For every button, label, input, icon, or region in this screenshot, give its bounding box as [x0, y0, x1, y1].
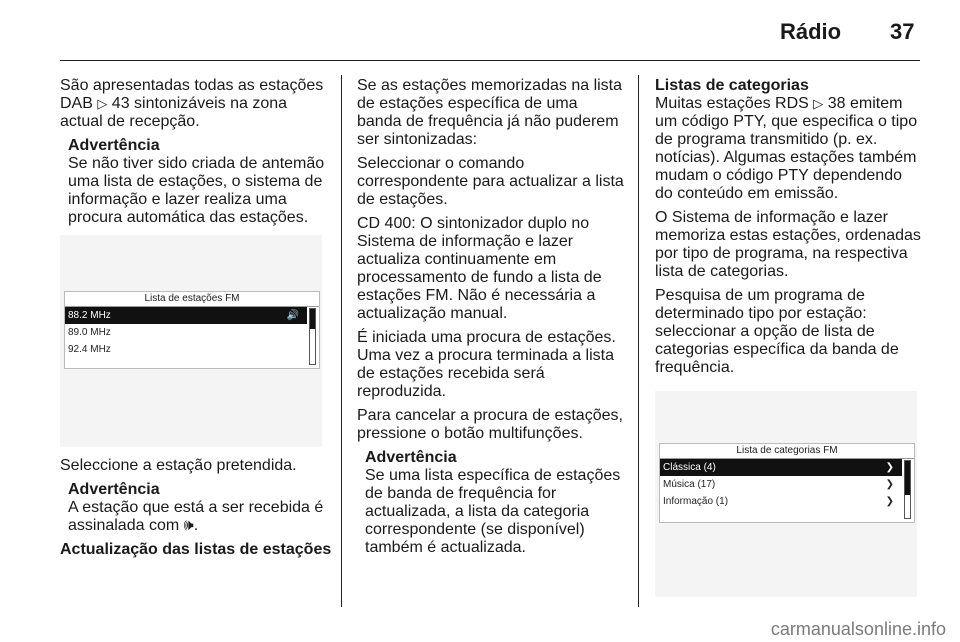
- scrollbar: [904, 460, 911, 519]
- paragraph: Seleccionar o comando correspondente para actualizar a lista de estações.: [357, 155, 624, 208]
- page-ref-link[interactable]: 38: [827, 95, 846, 112]
- note-title: Advertência: [68, 137, 160, 154]
- station-row-selected: 88.2 MHz 🔊: [65, 307, 307, 324]
- chevron-right-icon: ❯: [885, 496, 894, 507]
- arrow-ref-icon: ▷: [97, 96, 108, 111]
- column-divider-2: [638, 75, 639, 607]
- note-block: [60, 137, 335, 227]
- note-block: [357, 449, 632, 557]
- screenshot-fm-category-list: [655, 391, 917, 597]
- screen-title: Lista de categorias FM: [660, 444, 914, 459]
- scrollbar-thumb: [905, 461, 910, 495]
- paragraph: Pesquisa de um programa de determinado tipo por estação: seleccionar a opção de lista de categorias específica da banda de frequência.: [655, 287, 899, 376]
- paragraph: Para cancelar a procura de estações, pressione o botão multifunções.: [357, 407, 623, 442]
- column-3: [655, 77, 930, 607]
- speaker-icon: 🕪: [183, 517, 194, 534]
- station-row: 89.0 MHz: [68, 327, 111, 338]
- screen-title: Lista de estações FM: [65, 292, 319, 307]
- chevron-right-icon: ❯: [885, 479, 894, 490]
- note-block: [60, 481, 335, 535]
- screenshot-fm-station-list: [60, 235, 322, 447]
- section-heading: Actualização das listas de estações: [60, 541, 332, 558]
- header-rule: [60, 60, 920, 61]
- column-1: [60, 77, 335, 565]
- paragraph-heading-categories: [655, 77, 930, 95]
- chevron-right-icon: ❯: [885, 462, 894, 473]
- page-number: 37: [890, 19, 915, 44]
- paragraph-pty: Muitas estações RDS ▷ 38 emitem um código PTY, que especifica o tipo de programa transmitido (p. ex. notícias). Algumas estações também mudam o código PTY dependendo do conteúdo em emissão.: [655, 95, 918, 202]
- note-title: Advertência: [68, 481, 160, 498]
- paragraph-select-station: Seleccione a estação pretendida.: [60, 457, 297, 474]
- column-divider-1: [341, 75, 342, 607]
- category-row: Música (17) ❯: [660, 476, 902, 493]
- running-header-section: Rádio: [780, 19, 842, 44]
- category-row: Informação (1) ❯: [660, 493, 902, 510]
- paragraph: Se as estações memorizadas na lista de estações específica de uma banda de frequência já não puderem ser sintonizadas:: [357, 77, 623, 148]
- scrollbar: [309, 308, 316, 365]
- note-body: A estação que está a ser recebida é assinalada com 🕪.: [68, 499, 324, 534]
- note-body: Se uma lista específica de estações de banda de frequência for actualizada, a lista da categoria correspondente (se disponível) também é actualizada.: [365, 467, 621, 556]
- note-body: Se não tiver sido criada de antemão uma lista de estações, o sistema de informação e lazer realiza uma procura automática das estações.: [68, 155, 325, 226]
- watermark: carmanualsonline.info: [770, 619, 946, 639]
- page-ref-link[interactable]: 43: [111, 95, 130, 112]
- category-row-selected: Clássica (4) ❯: [660, 459, 902, 476]
- display-screen: [659, 443, 915, 523]
- display-screen: [64, 291, 320, 369]
- scrollbar-thumb: [310, 309, 315, 329]
- paragraph: O Sistema de informação e lazer memoriza estas estações, ordenadas por tipo de programa, na respectiva lista de categorias.: [655, 209, 921, 280]
- section-heading: Listas de categorias: [655, 77, 809, 94]
- paragraph: É iniciada uma procura de estações. Uma vez a procura terminada a lista de estações recebida será reproduzida.: [357, 329, 616, 400]
- column-2: [357, 77, 632, 563]
- note-title: Advertência: [365, 449, 457, 466]
- speaker-icon: 🔊: [286, 310, 299, 321]
- paragraph-dab-stations: São apresentadas todas as estações DAB ▷ 43 sintonizáveis na zona actual de recepção.: [60, 77, 324, 130]
- arrow-ref-icon: ▷: [813, 96, 824, 111]
- station-row: 92.4 MHz: [68, 344, 111, 355]
- paragraph: CD 400: O sintonizador duplo no Sistema de informação e lazer actualiza continuamente em processamento de fundo a lista de estações FM. Não é necessária a actualização manual.: [357, 215, 602, 322]
